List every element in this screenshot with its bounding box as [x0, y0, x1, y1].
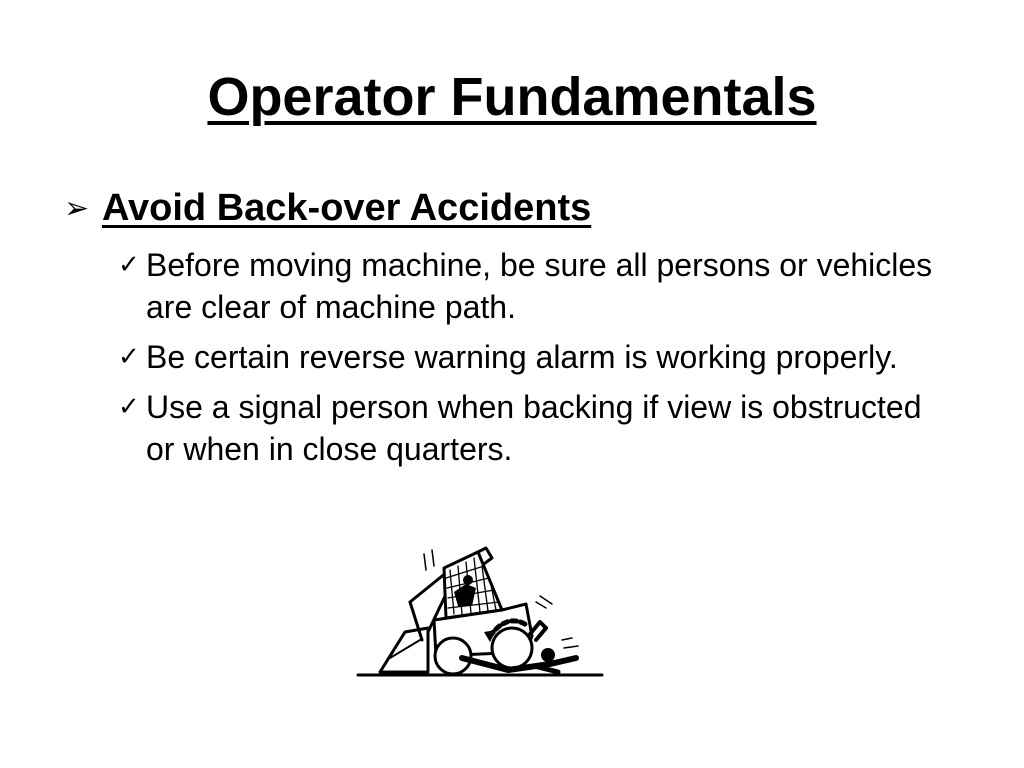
arrowhead-bullet-icon: ➢: [64, 191, 90, 226]
slide-title: Operator Fundamentals: [207, 67, 817, 127]
skid-steer-backover-illustration-icon: [350, 540, 610, 685]
checkmark-icon: ✓: [118, 392, 140, 422]
sub-bullet-3: [118, 386, 938, 470]
checkmark-icon: ✓: [118, 250, 140, 280]
sub-bullet-text: Be certain reverse warning alarm is working properly.: [146, 339, 898, 375]
main-bullet-text: Avoid Back-over Accidents: [102, 187, 592, 229]
sub-bullet-list: [118, 244, 938, 478]
main-bullet: [64, 184, 591, 233]
sub-bullet-text: Before moving machine, be sure all persons or vehicles are clear of machine path.: [146, 247, 933, 325]
sub-bullet-2: [118, 336, 938, 378]
sub-bullet-text: Use a signal person when backing if view is obstructed or when in close quarters.: [146, 389, 922, 467]
checkmark-icon: ✓: [118, 342, 140, 372]
sub-bullet-1: [118, 244, 938, 328]
